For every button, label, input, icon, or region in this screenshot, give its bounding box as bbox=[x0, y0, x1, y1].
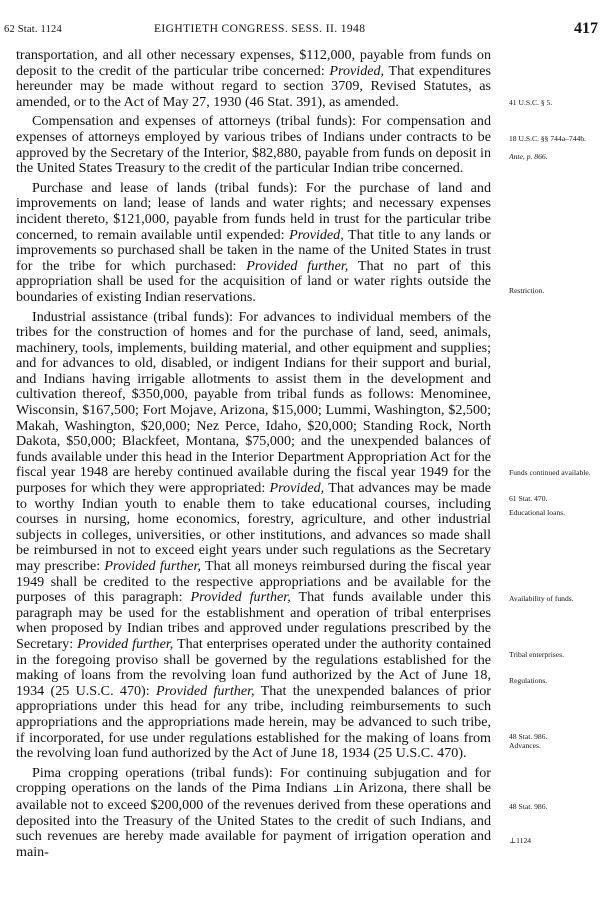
margin-note: Availability of funds. bbox=[509, 594, 574, 603]
text-run: That funds available under this paragraph may be used for the establishment and operation of tribal enterprises when proposed by Indian tribes and approved under regulations prescribed by the Secretary: bbox=[16, 589, 492, 652]
text-run: Industrial assistance (tribal funds): For advances to individual members of the tribes for the construction of homes and for the purchase of land, seed, animals, machinery, tools, implements, building material, and other equipment and supplies; and for advances to old, disabled, or indigent Indians for their support and burial, and Indians having irrigable allotments to assist them in the development and cultivation thereof, $350,000, payable from tribal funds as follows: Menominee, Wisconsin, $167,500; Fort Mojave, Arizona, $15,000; Lummi, Washington, $2,500; Makah, Washington, $20,000; Nez Perce, Idaho, $20,000; Standing Rock, North Dakota, $50,000; Blackfeet, Montana, $75,000; and the unexpended balances of funds available under this head in the Interior Department Appropriation Act for the fiscal year 1948 are hereby continued available during the fiscal year 1949 for the purposes for which they were appropriated: bbox=[16, 308, 491, 497]
margin-note: Tribal enterprises. bbox=[509, 650, 564, 659]
text-run: That no part of this appropriation shall be used for the acquisition of land or water rights outside the boundaries of existing Indian reservations. bbox=[16, 257, 491, 305]
margin-note: Educational loans. bbox=[509, 508, 566, 517]
margin-note: 61 Stat. 470. bbox=[509, 494, 548, 503]
running-head bbox=[4, 20, 598, 38]
text-run: That title to any lands or improvements so purchased shall be taken in the name of the United States in trust for the tribe for which purchased: bbox=[16, 226, 492, 274]
margin-note: 41 U.S.C. § 5. bbox=[509, 98, 553, 107]
proviso-italic: Provided further, bbox=[155, 682, 255, 699]
proviso-italic: Provided, bbox=[329, 62, 385, 79]
text-run: Compensation and expenses of attorneys (tribal funds): For compensation and expenses of attorneys employed by various tribes of Indians under contracts to be approved by the Secretary of the Interior, $82,880, payable from funds on deposit in the United States Treasury to the credit of the particular Indian tribe concerned. bbox=[16, 113, 491, 177]
paragraph-pima-cropping bbox=[16, 766, 491, 861]
proviso-italic: Provided, bbox=[289, 226, 344, 243]
text-run: That the unexpended balances of prior appropriations under this head for any tribe, including reimbursements to such appropriations and the appropriations made herein, may be advanced to such tribe, if incorporated, for use under regulations established for the making of loans from the revolving loan fund authorized by the Act of June 18, 1934 (25 U.S.C. 470). bbox=[16, 682, 491, 762]
margin-note: 48 Stat. 986. bbox=[509, 732, 548, 741]
body-text bbox=[16, 48, 491, 864]
text-run: That expenditures hereunder may be made without regard to section 3709, Revised Statutes, as amended, or to the Act of May 27, 1930 (46 Stat. 391), as amended. bbox=[16, 62, 491, 110]
margin-note: ⊥1124 bbox=[509, 836, 532, 845]
congress-session-title: EIGHTIETH CONGRESS. SESS. II. 1948 bbox=[154, 23, 366, 35]
page-break-marker: ⊥ bbox=[332, 783, 343, 796]
margin-note: Restriction. bbox=[509, 286, 545, 295]
paragraph-industrial-assistance bbox=[16, 310, 491, 762]
paragraph-transportation bbox=[16, 48, 491, 110]
margin-note: 48 Stat. 986. bbox=[509, 802, 548, 811]
proviso-italic: Provided further, bbox=[190, 589, 291, 606]
proviso-italic: Provided further, bbox=[77, 635, 174, 652]
text-run: transportation, and all other necessary expenses, $112,000, payable from funds on deposit to the credit of the particular tribe concerned: bbox=[16, 47, 491, 79]
text-run: That all moneys reimbursed during the fiscal year 1949 shall be credited to the respective appropriations and be available for the purposes of this paragraph: bbox=[16, 558, 491, 606]
statute-citation: 62 Stat. 1124 bbox=[4, 24, 62, 35]
text-run: That enterprises operated under the authority contained in the foregoing proviso shall be governed by the regulations established for the making of loans from the revolving loan fund authorized by the Act of June 18, 1934 (25 U.S.C. 470): bbox=[16, 635, 491, 699]
margin-note: Regulations. bbox=[509, 676, 548, 685]
paragraph-purchase-lease bbox=[16, 181, 491, 306]
text-run: in Arizona, there shall be available not to exceed $200,000 of the revenues derived from these operations and deposited into the Treasury of the United States to the credit of such Indians, and such revenues are hereby made available for payment of irrigation operation and main- bbox=[16, 780, 492, 860]
page-number: 417 bbox=[574, 20, 598, 37]
proviso-italic: Provided further, bbox=[246, 257, 349, 274]
proviso-italic: Provided, bbox=[269, 480, 325, 497]
margin-note: Advances. bbox=[509, 741, 541, 750]
proviso-italic: Provided further, bbox=[104, 558, 201, 574]
margin-note: Funds continued available. bbox=[509, 468, 591, 477]
paragraph-attorneys bbox=[16, 114, 491, 176]
margin-note: Ante, p. 866. bbox=[509, 152, 548, 161]
text-run: Pima cropping operations (tribal funds): For continuing subjugation and for cropping operations on the lands of the Pima Indians bbox=[16, 764, 491, 797]
text-run: That advances may be made to worthy Indian youth to enable them to take educational courses, including courses in nursing, home economics, forestry, agriculture, and other industrial subjects in colleges, universities, or other institutions, and advances so made shall be reimbursed in not to exceed eight years under such regulations as the Secretary may prescribe: bbox=[16, 480, 491, 574]
margin-note: 18 U.S.C. §§ 744a–744h. bbox=[509, 134, 586, 143]
text-run: Purchase and lease of lands (tribal funds): For the purchase of land and improvements on land; lease of lands and water rights; and necessary expenses incident thereto, $121,000, payable from funds held in trust for the particular tribe concerned, to remain available until expended: bbox=[16, 179, 491, 243]
